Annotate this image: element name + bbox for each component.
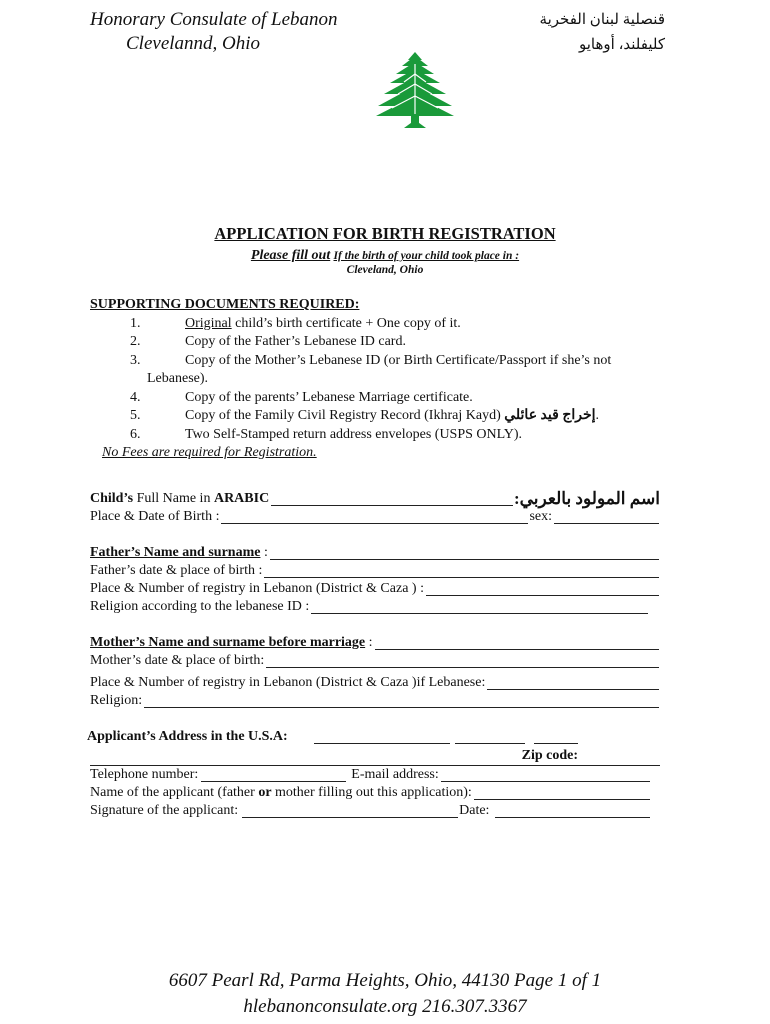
father-religion-field[interactable] [311,599,648,614]
consulate-name-arabic: قنصلية لبنان الفخرية [539,12,665,28]
applicant-address-field-2[interactable] [455,729,525,744]
father-religion-row [90,598,660,616]
birth-location: Cleveland, Ohio [346,264,424,276]
original-emphasis: Original [185,315,232,331]
date-field[interactable] [495,803,650,818]
mother-name-label: Mother’s Name and surname before marriage [90,635,366,650]
mother-religion-field[interactable] [144,693,659,708]
father-registry-label: Place & Number of registry in Lebanon (District & Caza ) : [90,581,424,596]
child-birth-label: Place & Date of Birth : [90,509,220,524]
applicant-address-field[interactable] [314,729,450,744]
signature-label: Signature of the applicant: [90,803,239,818]
child-label-text: Full Name in [133,491,214,506]
document-item [90,315,670,334]
signature-row [90,802,660,820]
email-label: E-mail address: [351,767,439,782]
document-item [90,426,670,445]
applicant-address-field-3[interactable] [534,729,578,744]
father-name-label: Father’s Name and surname [90,545,261,560]
mother-name-field[interactable] [375,635,659,650]
father-religion-label: Religion according to the lebanese ID : [90,599,310,614]
document-item [90,389,670,408]
date-label: Date: [459,803,490,818]
email-field[interactable] [441,767,650,782]
phone-label: Telephone number: [90,767,199,782]
zip-code-row[interactable] [90,746,660,766]
father-name-colon: : [260,545,268,560]
or-emphasis: or [258,785,272,800]
registration-form [87,486,660,820]
consulate-city-arabic: كليفلند، أوهايو [579,37,665,53]
supporting-documents [90,296,670,463]
contact-row [90,766,660,784]
father-dob-row [90,562,660,580]
signature-field[interactable] [242,803,458,818]
child-birth-field[interactable] [221,509,528,524]
item-text-arabic: إخراج قيد عائلي [504,408,596,423]
mother-dob-row [90,652,660,670]
child-name-arabic-field[interactable] [271,491,513,506]
father-registry-field[interactable] [426,581,659,596]
item-text-continued: Lebanese). [147,371,209,386]
arabic-word-label: ARABIC [213,491,270,506]
child-birth-row [90,508,660,526]
item-number: 4. [130,389,141,405]
form-subtitle [0,247,770,264]
birth-condition: If the birth of your child took place in : [333,250,520,262]
child-name-arabic-label: اسم المولود بالعربي: [513,489,660,508]
item-number: 6. [130,426,141,442]
item-number: 3. [130,352,141,368]
consulate-city: Clevelannd, Ohio [126,33,261,54]
father-registry-row [90,580,660,598]
footer-address: 6607 Pearl Rd, Parma Heights, Ohio, 44130 Page 1 of 1 [168,970,602,991]
applicant-name-label-end: mother filling out this application): [271,785,472,800]
father-name-row [90,544,660,562]
mother-name-row [90,634,660,652]
mother-religion-label: Religion: [90,693,143,708]
applicant-name-label: Name of the applicant (father [90,785,259,800]
child-name-row [90,486,660,508]
documents-heading: SUPPORTING DOCUMENTS REQUIRED: [90,297,360,312]
item-number: 2. [130,334,141,349]
phone-field[interactable] [201,767,346,782]
item-tail: . [595,408,600,423]
document-item [90,333,670,352]
applicant-address-label: Applicant’s Address in the U.S.A: [87,729,288,744]
sex-label: sex: [529,509,552,524]
sex-field[interactable] [554,509,659,524]
consulate-header-arabic [540,8,665,58]
applicant-name-row [90,784,660,802]
child-label: Child’s [90,491,134,506]
form-title: APPLICATION FOR BIRTH REGISTRATION [214,224,556,243]
document-item [90,352,670,371]
consulate-header-english [90,8,338,56]
item-text: Copy of the Mother’s Lebanese ID (or Birth Certificate/Passport if she’s not [185,352,612,368]
fill-instruction: Please fill out [250,248,331,263]
item-text: Two Self-Stamped return address envelopes (USPS ONLY). [185,426,523,442]
mother-dob-field[interactable] [266,653,659,668]
footer-website-phone: hlebanonconsulate.org 216.307.3367 [243,996,527,1017]
item-text: Copy of the Family Civil Registry Record (Ikhraj Kayd) [185,408,501,423]
document-item [90,407,670,426]
mother-registry-label: Place & Number of registry in Lebanon (District & Caza )if Lebanese: [90,675,486,690]
applicant-address-row [87,728,660,746]
father-dob-field[interactable] [264,563,659,578]
item-text: Copy of the Father’s Lebanese ID card. [185,334,406,349]
mother-registry-row [90,670,660,692]
mother-name-colon: : [365,635,373,650]
item-text: Copy of the parents’ Lebanese Marriage certificate. [185,389,473,405]
father-name-field[interactable] [270,545,659,560]
item-text: child’s birth certificate + One copy of it. [231,315,461,331]
mother-registry-field[interactable] [487,675,659,690]
father-dob-label: Father’s date & place of birth : [90,563,263,578]
mother-dob-label: Mother’s date & place of birth: [90,653,265,668]
zip-code-label: Zip code: [521,748,578,763]
mother-religion-row [90,692,660,710]
cedar-tree-icon [374,50,456,132]
item-number: 1. [130,315,141,331]
applicant-name-field[interactable] [474,785,650,800]
consulate-name: Honorary Consulate of Lebanon [90,9,338,30]
item-number: 5. [130,408,141,423]
no-fees-note: No Fees are required for Registration. [102,445,317,460]
